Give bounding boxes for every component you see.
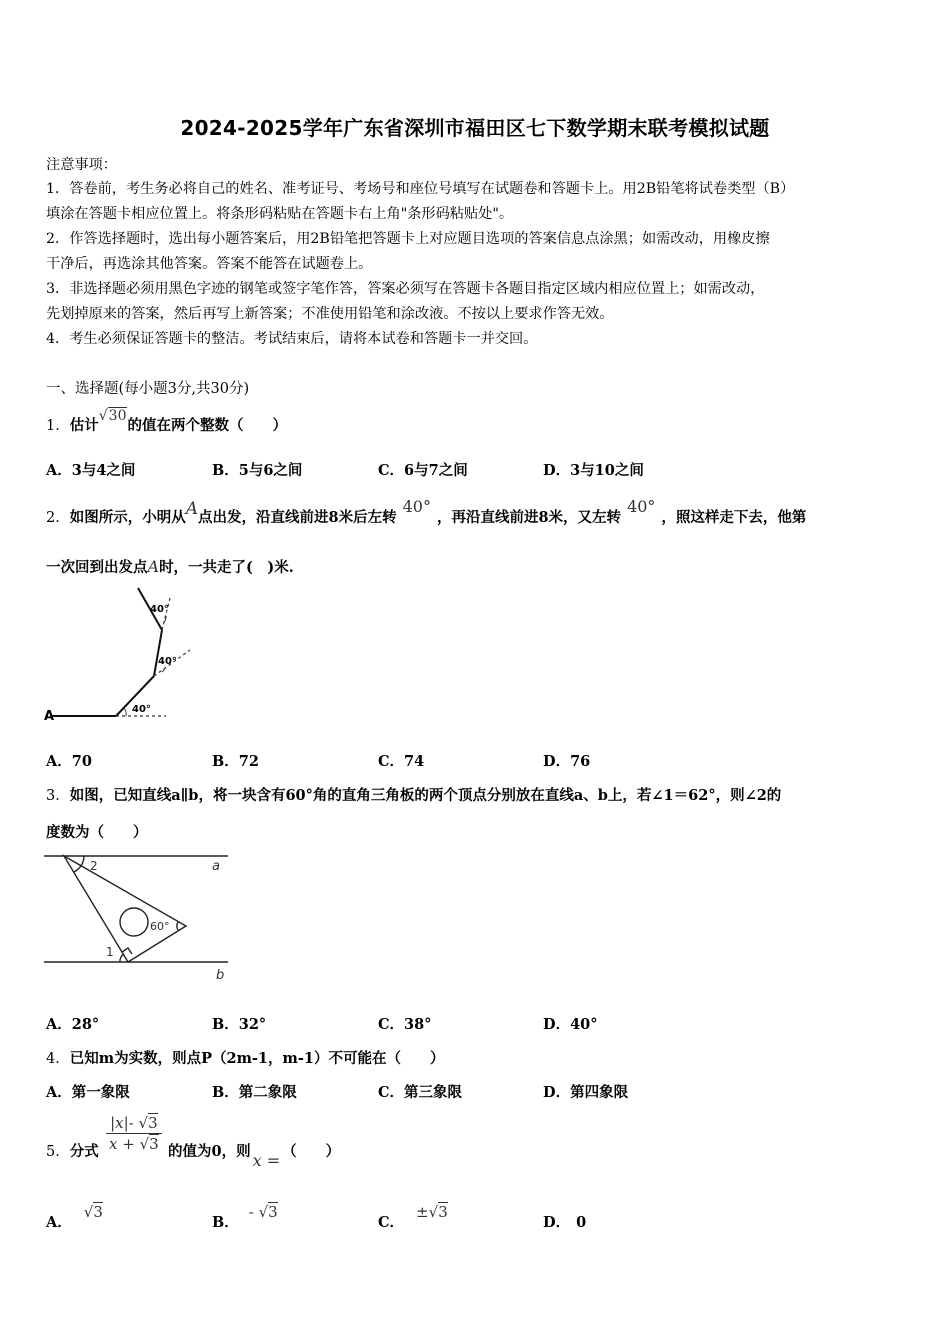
question-number: 1． <box>46 418 70 434</box>
question-number: 5． <box>46 1144 70 1160</box>
radicand: 3 <box>268 1203 278 1221</box>
q3-triangle-figure <box>44 850 234 985</box>
question-2 <box>46 497 807 527</box>
radicand: 3 <box>149 1135 159 1153</box>
option-c[interactable]: C．第三象限 <box>378 1084 463 1101</box>
question-text: 分式 <box>69 1143 99 1160</box>
page-title: 2024-2025学年广东省深圳市福田区七下数学期末联考模拟试题 <box>180 116 770 140</box>
plus-minus-sign: ± <box>416 1203 429 1221</box>
notice-line: 1．答卷前，考生务必将自己的姓名、准考证号、考场号和座位号填写在试题卷和答题卡上。用2B铅笔将试卷类型（B） <box>46 181 795 197</box>
question-5-tail <box>168 1140 341 1170</box>
point-label: A <box>185 499 199 519</box>
question-number: 2． <box>46 510 70 526</box>
triangle <box>64 856 186 962</box>
path-segment <box>154 630 162 676</box>
option-b[interactable]: B．5与6之间 <box>212 462 303 479</box>
notice-line: 4．考生必须保证答题卡的整洁。考试结束后，请将本试卷和答题卡一并交回。 <box>46 331 538 347</box>
question-text: 的值在两个整数（ ） <box>127 417 287 434</box>
angle-arc <box>120 954 124 962</box>
option-value: 0 <box>576 1214 587 1231</box>
angle-value: 40° <box>402 497 431 516</box>
right-angle-mark <box>122 948 132 954</box>
option-label: D． <box>543 1214 571 1231</box>
minus-sign: - <box>248 1203 259 1221</box>
notice-heading: 注意事项： <box>46 157 117 173</box>
question-5 <box>46 1140 99 1161</box>
question-text: 已知m为实数，则点P（2m-1，m-1）不可能在（ ） <box>69 1050 445 1067</box>
radicand: 30 <box>108 408 127 424</box>
question-3-line2: 度数为（ ） <box>46 824 148 841</box>
option-a[interactable]: A．28° <box>46 1016 100 1033</box>
question-text: 时，一共走了( )米. <box>159 559 294 576</box>
option-label: C． <box>378 1214 405 1231</box>
option-b[interactable]: B．72 <box>212 753 259 770</box>
notice-line: 干净后，再选涂其他答案。答案不能答在试题卷上。 <box>46 256 373 272</box>
question-text: 估计 <box>69 417 99 434</box>
radicand: 3 <box>93 1203 103 1221</box>
line-b-label: b <box>216 968 225 983</box>
notice-line: 2．作答选择题时，选出每小题答案后，用2B铅笔把答题卡上对应题目选项的答案信息点涂黑；如需改动，用橡皮擦 <box>46 231 770 247</box>
option-c[interactable]: C．74 <box>378 753 425 770</box>
notice-line: 3．非选择题必须用黑色字迹的钢笔或签字笔作答，答案必须写在答题卡各题目指定区域内相应位置上；如需改动， <box>46 281 765 297</box>
option-d[interactable]: D．3与10之间 <box>543 462 644 479</box>
option-b[interactable]: B．32° <box>212 1016 267 1033</box>
angle-1-label: 1 <box>106 945 114 959</box>
angle-60-label: 60° <box>150 920 170 933</box>
denominator-x: x + <box>109 1135 140 1153</box>
question-3 <box>46 784 781 805</box>
minus-sign: - <box>128 1114 139 1132</box>
question-1 <box>46 408 287 435</box>
angle-arc <box>177 922 178 930</box>
point-a-label: A <box>44 709 55 724</box>
option-a[interactable]: A．第一象限 <box>46 1084 130 1101</box>
question-2-line2 <box>46 556 294 577</box>
line-a-label: a <box>212 859 220 874</box>
option-math: √3 <box>83 1203 103 1221</box>
radicand: 3 <box>438 1203 448 1221</box>
question-number: 3． <box>46 788 70 804</box>
angle-2-label: 2 <box>90 859 98 873</box>
question-text: 如图所示，小明从 <box>69 509 186 526</box>
question-text: 一次回到出发点 <box>46 559 148 576</box>
option-math: ±√3 <box>416 1203 448 1221</box>
question-4 <box>46 1047 444 1068</box>
option-c[interactable] <box>378 1203 448 1232</box>
fraction-expression: $\frac{|x|- √3}{x + √3}$ <box>106 1114 162 1153</box>
question-text: ，再沿直线前进8米，又左转 <box>436 509 622 526</box>
option-b[interactable]: B．第二象限 <box>212 1084 297 1101</box>
option-c[interactable]: C．38° <box>378 1016 432 1033</box>
angle-label: 40° <box>132 704 151 715</box>
option-b[interactable] <box>212 1203 278 1232</box>
question-number: 4． <box>46 1051 70 1067</box>
option-d[interactable]: D．76 <box>543 753 591 770</box>
abs-x: |x| <box>110 1114 129 1132</box>
option-a[interactable]: A．70 <box>46 753 92 770</box>
option-math: - √3 <box>248 1203 278 1221</box>
option-d[interactable]: D．第四象限 <box>543 1084 629 1101</box>
angle-label: 40° <box>158 656 177 667</box>
angle-label: 40° <box>150 604 169 615</box>
option-c[interactable]: C．6与7之间 <box>378 462 468 479</box>
angle-arc <box>124 708 126 716</box>
option-label: B． <box>212 1214 239 1231</box>
angle-value: 40° <box>627 497 656 516</box>
section-heading: 一、选择题(每小题3分,共30分) <box>46 381 250 397</box>
variable-x: x = <box>252 1151 281 1170</box>
notice-line: 先划掉原来的答案，然后再写上新答案；不准使用铅笔和涂改液。不按以上要求作答无效。 <box>46 306 614 322</box>
radicand: 3 <box>148 1114 158 1132</box>
option-a[interactable]: A．3与4之间 <box>46 462 136 479</box>
option-d[interactable]: D．40° <box>543 1016 598 1033</box>
question-text: ，照这样走下去，他第 <box>661 509 807 526</box>
question-text: 点出发，沿直线前进8米后左转 <box>198 509 397 526</box>
sqrt-expression: √30 <box>98 408 127 424</box>
option-d[interactable] <box>543 1211 586 1232</box>
question-text: 如图，已知直线a∥b，将一块含有60°角的直角三角板的两个顶点分别放在直线a、b上，若∠1＝62°，则∠2的 <box>69 787 782 804</box>
option-a[interactable] <box>46 1203 103 1232</box>
question-text: （ ） <box>282 1143 341 1160</box>
question-text: 的值为0，则 <box>168 1143 251 1160</box>
point-label: A <box>147 557 160 576</box>
triangle-hole <box>120 908 148 936</box>
q2-path-figure <box>44 584 204 724</box>
notice-line: 填涂在答题卡相应位置上。将条形码粘贴在答题卡右上角"条形码粘贴处"。 <box>46 206 514 222</box>
option-label: A． <box>46 1214 72 1231</box>
